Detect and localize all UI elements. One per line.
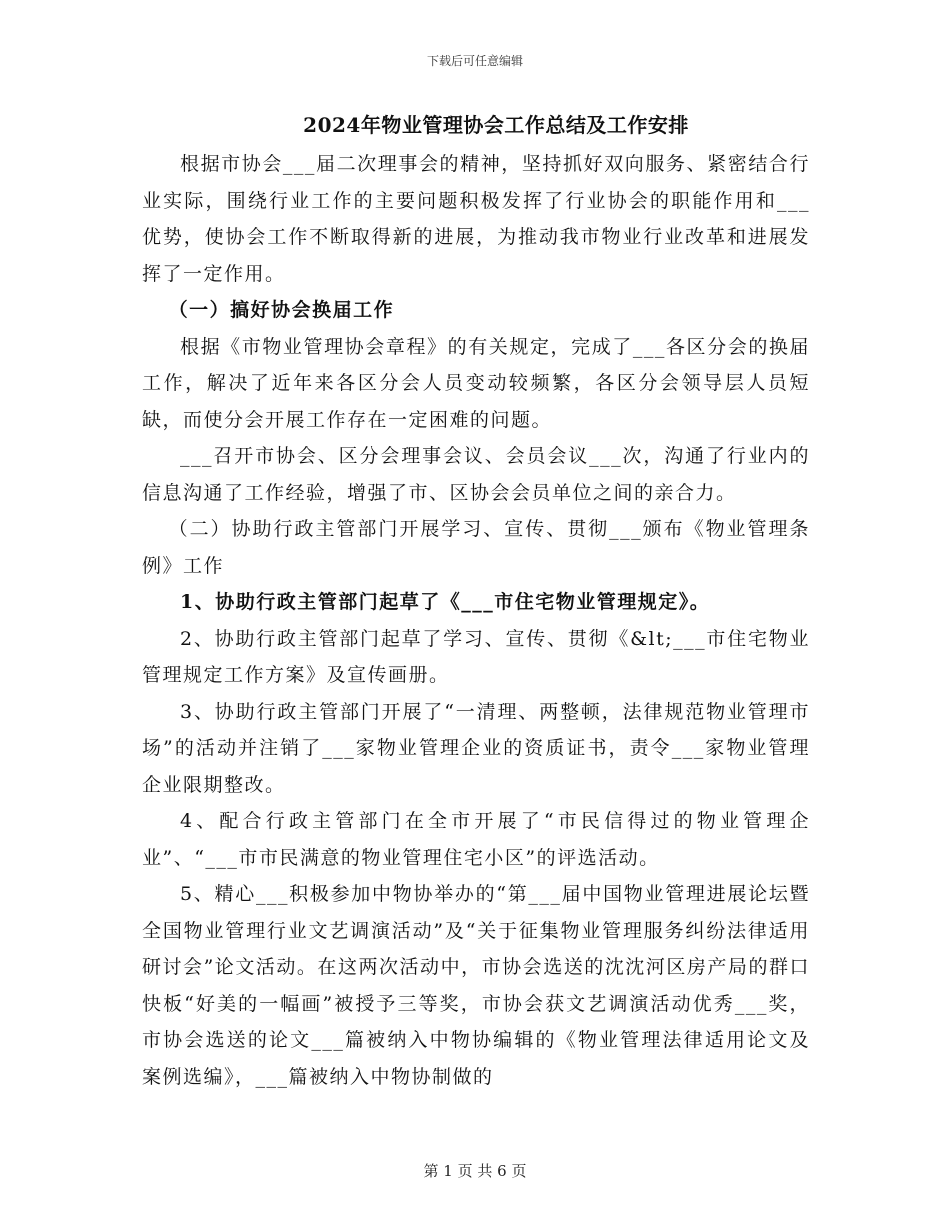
page-number-footer: 第 1 页 共 6 页: [423, 1162, 527, 1180]
section-heading-2: （二）协助行政主管部门开展学习、宣传、贯彻___颁布《物业管理条例》工作: [142, 518, 810, 577]
document-body: [142, 104, 810, 1095]
list-item-5: 5、精心___积极参加中物协举办的“第___届中国物业管理进展论坛暨全国物业管理行业文艺调演活动”及“关于征集物业管理服务纠纷法律适用研讨会”论文活动。在这两次活动中，市协会选送的沈沈河区房产局的群口快板“好美的一幅画”被授予三等奖，市协会获文艺调演活动优秀___奖，市协会选送的论文___篇被纳入中物协编辑的《物业管理法律适用论文及案例选编》，___篇被纳入中物协制做的: [142, 883, 810, 1088]
list-item-2: 2、协助行政主管部门起草了学习、宣传、贯彻《&lt;___市住宅物业管理规定工作方案》及宣传画册。: [142, 627, 810, 686]
section-heading-1: （一）搞好协会换届工作: [168, 299, 395, 321]
document-title: 2024年物业管理协会工作总结及工作安排: [303, 113, 689, 137]
page-header-note: 下载后可任意编辑: [426, 54, 523, 68]
list-item-3: 3、协助行政主管部门开展了“一清理、两整顿，法律规范物业管理市场”的活动并注销了___家物业管理企业的资质证书，责令___家物业管理企业限期整改。: [142, 700, 810, 796]
list-item-1: 1、协助行政主管部门起草了《___市住宅物业管理规定》。: [180, 591, 711, 613]
list-item-4: 4、配合行政主管部门在全市开展了“市民信得过的物业管理企业”、“___市市民满意的物业管理住宅小区”的评选活动。: [142, 810, 810, 869]
paragraph-meetings: ___召开市协会、区分会理事会议、会员会议___次，沟通了行业内的信息沟通了工作经验，增强了市、区协会会员单位之间的亲合力。: [142, 445, 810, 504]
paragraph-election: 根据《市物业管理协会章程》的有关规定，完成了___各区分会的换届工作，解决了近年来各区分会人员变动较频繁，各区分会领导层人员短缺，而使分会开展工作存在一定困难的问题。: [142, 335, 810, 431]
paragraph-intro: 根据市协会___届二次理事会的精神，坚持抓好双向服务、紧密结合行业实际，围绕行业工作的主要问题积极发挥了行业协会的职能作用和___优势，使协会工作不断取得新的进展，为推动我市物业行业改革和进展发挥了一定作用。: [142, 153, 810, 285]
